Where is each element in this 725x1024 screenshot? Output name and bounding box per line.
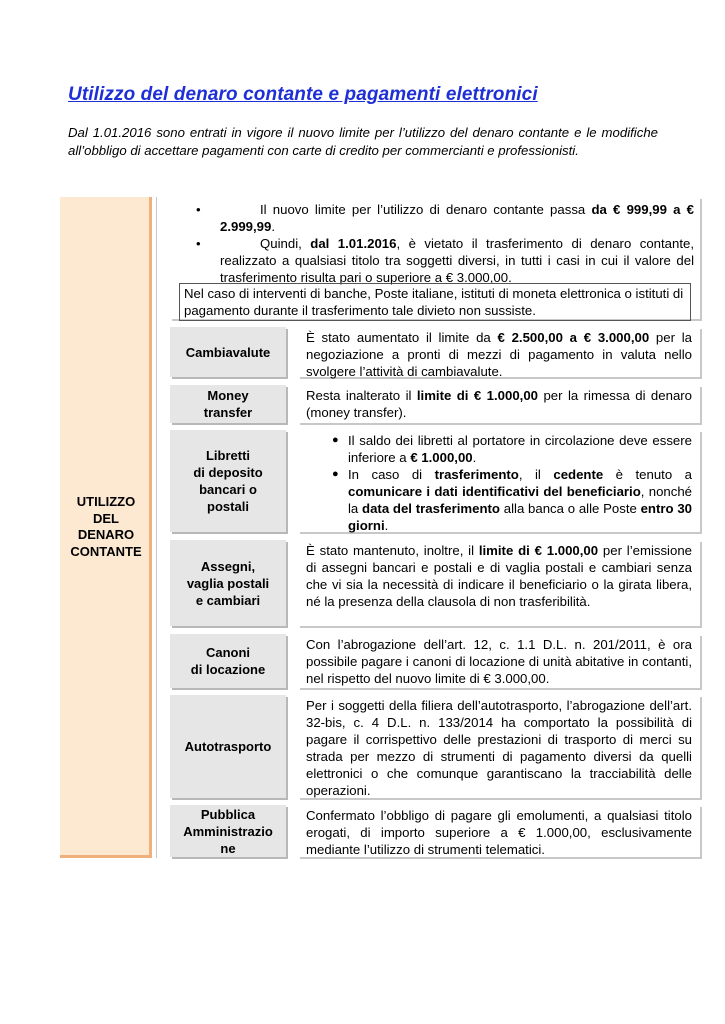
- bullet-icon: ●: [332, 468, 339, 480]
- section-label: [60, 494, 152, 560]
- exception-note: Nel caso di interventi di banche, Poste italiane, istituti di moneta elettronica o istituti di pagamento durante il trasferimento tale divieto non sussiste.: [179, 283, 691, 321]
- section-label-line: CONTANTE: [70, 543, 142, 559]
- list-item: • Il nuovo limite per l’utilizzo di denaro contante passa da € 999,99 a € 2.999,99.: [196, 202, 694, 234]
- row-label-pubblica-amministrazione: Pubblica Amministrazio ne: [170, 805, 286, 857]
- row-label-libretti: Libretti di deposito bancari o postali: [170, 430, 286, 532]
- general-rules-list: [196, 201, 694, 286]
- row-label-autotrasporto: Autotrasporto: [170, 695, 286, 798]
- section-label-line: DENARO: [77, 527, 135, 542]
- row-desc-assegni: È stato mantenuto, inoltre, il limite di € 1.000,00 per l’emissione di assegni bancari e postali e di vaglia postali e cambiari senza che vi sia la necessità di indicare il beneficiario o la girata libera, né la presenza della clausola di non trasferibilità.: [298, 540, 700, 626]
- bullet-icon: •: [196, 202, 201, 217]
- row-desc-pubblica-amministrazione: Confermato l’obbligo di pagare gli emolumenti, a qualsiasi titolo erogati, di importo superiore a € 1.000,00, esclusivamente mediante l’utilizzo di strumenti telematici.: [298, 805, 700, 857]
- row-desc-autotrasporto: Per i soggetti della filiera dell’autotrasporto, l’abrogazione dell’art. 32-bis, c. 4 D.L. n. 133/2014 ha comportato la possibilità di pagare il corrispettivo delle prestazioni di trasporto di merci su strada per mezzo di strumenti di pagamento diversi da quelli elettronici o che comunque garantiscano la tracciabilità delle operazioni.: [298, 695, 700, 798]
- list-item: ● In caso di trasferimento, il cedente è tenuto a comunicare i dati identificativi del beneficiario, nonché la data del trasferimento alla banca o alle Poste entro 30 giorni.: [332, 467, 692, 533]
- page-title: Utilizzo del denaro contante e pagamenti elettronici: [68, 84, 538, 105]
- section-label-line: UTILIZZO: [76, 494, 136, 509]
- row-label-money-transfer: Money transfer: [170, 385, 286, 423]
- row-desc-cambiavalute: È stato aumentato il limite da € 2.500,00 a € 3.000,00 per la negoziazione a pronti di mezzi di pagamento in valuta nello svolgere l’attività di cambiavalute.: [298, 327, 700, 377]
- row-label-assegni: Assegni, vaglia postali e cambiari: [170, 540, 286, 626]
- bullet-icon: ●: [332, 434, 339, 446]
- row-label-canoni: Canoni di locazione: [170, 634, 286, 688]
- row-desc-money-transfer: Resta inalterato il limite di € 1.000,00 per la rimessa di denaro (money transfer).: [298, 385, 700, 423]
- vertical-divider: [156, 197, 157, 858]
- bullet-icon: •: [196, 236, 201, 251]
- section-label-line: DEL: [93, 510, 119, 526]
- row-label-cambiavalute: Cambiavalute: [170, 327, 286, 377]
- list-item: ● Il saldo dei libretti al portatore in circolazione deve essere inferiore a € 1.000,00.: [332, 433, 692, 465]
- list-item: • Quindi, dal 1.01.2016, è vietato il trasferimento di denaro contante, realizzato a qualsiasi titolo tra soggetti diversi, in tutti i casi in cui il valore del trasferimento risulta pari o superiore a € 3.000,00.: [196, 236, 695, 285]
- intro-paragraph: Dal 1.01.2016 sono entrati in vigore il nuovo limite per l’utilizzo del denaro contante e le modifiche all’obbligo di accettare pagamenti con carte di credito per commercianti e professionisti.: [68, 125, 658, 158]
- row-desc-canoni: Con l’abrogazione dell’art. 12, c. 1.1 D.L. n. 201/2011, è ora possibile pagare i canoni di locazione di unità abitative in contanti, nel rispetto del nuovo limite di € 3.000,00.: [298, 634, 700, 688]
- row-desc-libretti: [298, 430, 700, 532]
